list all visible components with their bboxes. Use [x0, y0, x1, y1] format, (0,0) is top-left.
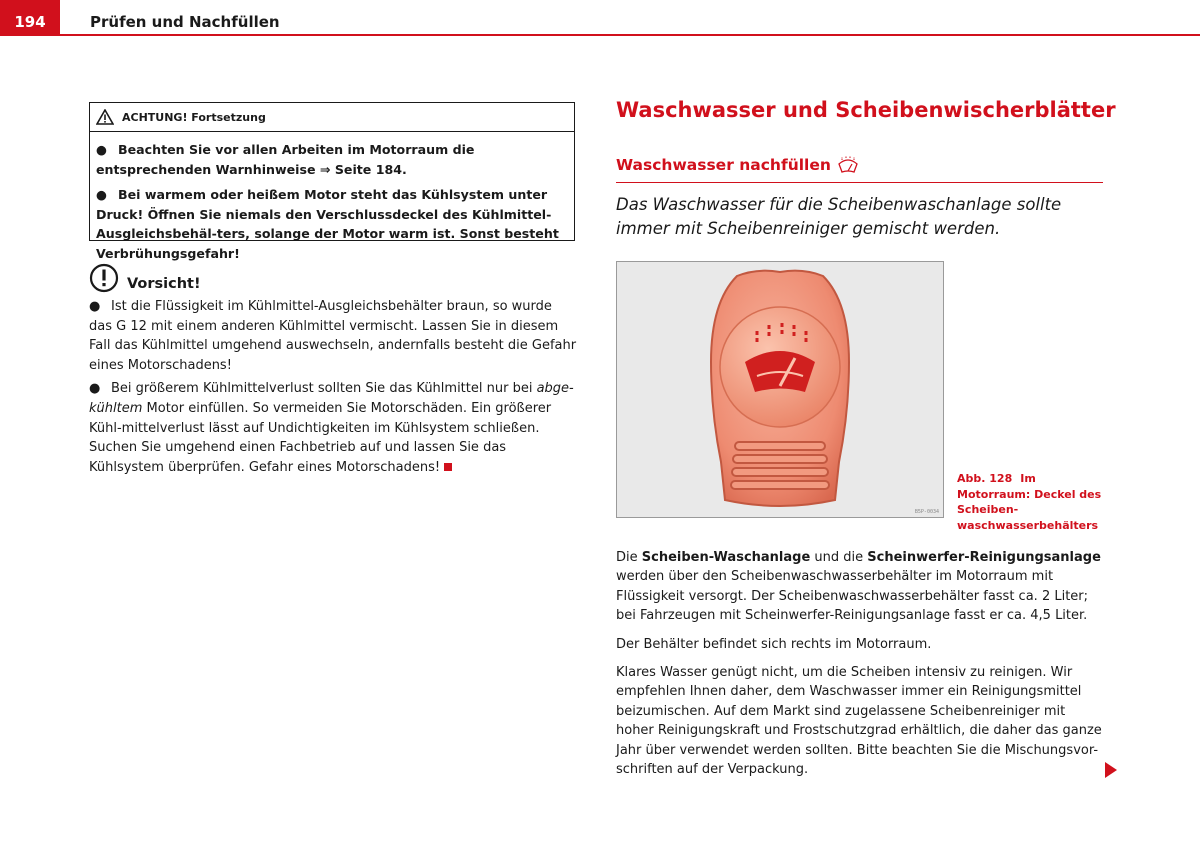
caution-item-text: Motor einfüllen. So vermeiden Sie Motorschäden. Ein größerer Kühl-mittelverlust lässt auf Undichtigkeiten im Kühlsystem schließen. Suchen Sie umgehend einen Fachbetrieb auf und lassen Sie das Kühlsystem überprüfen. Gefahr eines Motorschadens!	[89, 400, 552, 475]
caption-number: Abb. 128	[957, 472, 1013, 485]
page-header	[0, 0, 1200, 40]
bullet-icon: ●	[89, 381, 101, 397]
caution-item-text: Ist die Flüssigkeit im Kühlmittel-Ausgleichsbehälter braun, so wurde das G 12 mit einem anderen Kühlmittel vermischt. Lassen Sie in diesem Fall das Kühlmittel umgehend auswechseln, andernfalls besteht die Gefahr eines Motorschadens!	[89, 299, 577, 373]
warning-body	[90, 132, 574, 263]
warning-item	[96, 185, 568, 263]
caution-emphasis: abge-kühltem	[89, 381, 574, 416]
header-rule	[60, 34, 1200, 36]
figure-caption	[957, 471, 1107, 533]
caution-body	[89, 297, 579, 477]
warning-item-text: Beachten Sie vor allen Arbeiten im Motorraum die entsprechenden Warnhinweise ⇒ Seite 184.	[96, 142, 475, 177]
washer-reservoir-cap-image	[617, 262, 943, 517]
caution-item	[89, 379, 579, 477]
paragraph: Klares Wasser genügt nicht, um die Scheiben intensiv zu reinigen. Wir empfehlen Ihnen daher, dem Waschwasser immer ein Reinigungsmittel beizumischen. Auf dem Markt sind zugelassene Scheibenreiniger mit hoher Reinigungskraft und Frostschutzgrad erhältlich, die daher das ganze Jahr über verwendet werden sollten. Bitte beachten Sie die Mischungsvor-schriften auf der Verpackung.	[616, 665, 1102, 778]
warning-title: ACHTUNG! Fortsetzung	[122, 110, 266, 124]
caution-item-text: Bei größerem Kühlmittelverlust sollten Sie das Kühlmittel nur bei	[111, 381, 537, 397]
text-run: Die	[616, 550, 642, 565]
end-marker-icon	[444, 463, 452, 471]
caution-item	[89, 297, 579, 375]
exclamation-circle-icon	[89, 263, 119, 293]
bullet-icon: ●	[89, 299, 101, 314]
term-washer-system: Scheiben-Waschanlage	[641, 550, 811, 565]
main-heading: Waschwasser und Scheibenwischerblätter	[616, 98, 1116, 122]
caption-text: Im Motorraum: Deckel des Scheiben-waschwasserbehälters	[957, 472, 1102, 532]
caution-header	[89, 263, 579, 293]
bullet-icon: ●	[96, 142, 107, 157]
subheading: Waschwasser nachfüllen	[616, 156, 831, 174]
subheading-row	[616, 156, 1103, 183]
section-title: Prüfen und Nachfüllen	[90, 13, 280, 31]
warning-header	[90, 103, 574, 132]
caution-title: Vorsicht!	[127, 276, 201, 292]
paragraph	[616, 548, 1106, 626]
continue-arrow-icon	[1105, 762, 1117, 778]
warning-triangle-icon	[96, 109, 114, 125]
lead-text: Das Waschwasser für die Scheibenwaschanlage sollte immer mit Scheibenreiniger gemischt werden.	[616, 195, 1062, 238]
figure-code: B5P-0034	[914, 509, 939, 515]
page-number: 194	[0, 0, 60, 36]
figure-washer-cap	[616, 261, 944, 518]
bullet-icon: ●	[96, 187, 107, 202]
caution-section	[89, 263, 579, 481]
warning-box	[89, 102, 575, 261]
warning-item-text: Bei warmem oder heißem Motor steht das Kühlsystem unter Druck! Öffnen Sie niemals den Verschlussdeckel des Kühlmittel-Ausgleichsbehäl-ters, solange der Motor warm ist. Sonst besteht Verbrühungsgefahr!	[96, 187, 559, 261]
term-headlight-washer: Scheinwerfer-Reinigungsanlage	[867, 550, 1101, 565]
text-run: und die	[810, 550, 868, 565]
washer-fluid-icon	[837, 156, 859, 176]
text-run: werden über den Scheibenwaschwasserbehälter im Motorraum mit Flüssigkeit versorgt. Der Scheibenwaschwasserbehälter fasst ca. 2 Liter; bei Fahrzeugen mit Scheinwerfer-Reinigungsanlage fasst er ca. 4,5 Liter.	[616, 569, 1089, 624]
body-text	[616, 548, 1106, 788]
warning-item	[96, 140, 568, 179]
paragraph: Der Behälter befindet sich rechts im Motorraum.	[616, 636, 932, 652]
